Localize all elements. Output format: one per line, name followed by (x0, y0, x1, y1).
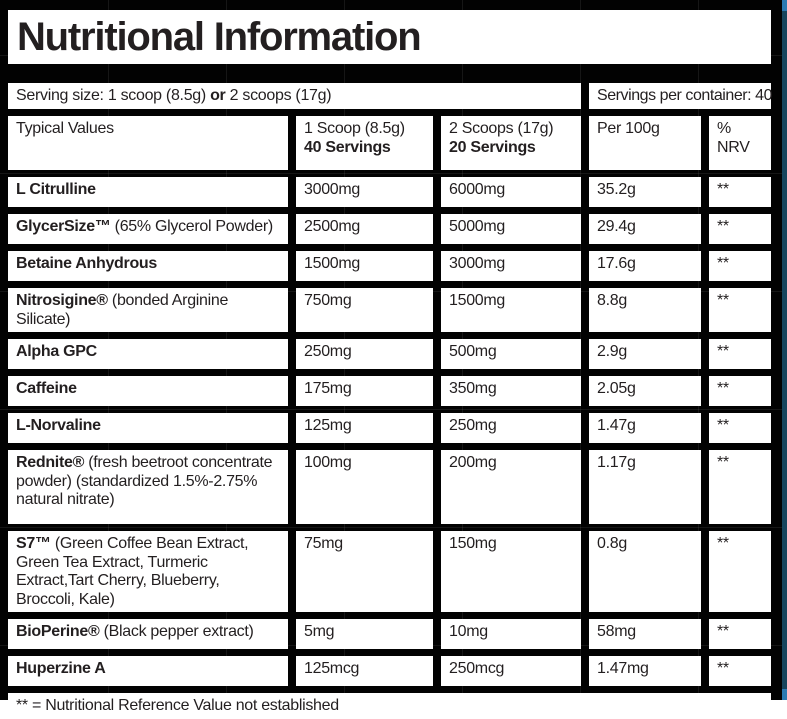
right-edge-accent-top (782, 0, 787, 11)
per-100g-cell: 2.9g (589, 339, 701, 369)
nrv-cell: ** (709, 214, 771, 244)
column-header-1-scoop: 1 Scoop (8.5g) 40 Servings (296, 116, 433, 170)
ingredient-name-bold: L Citrulline (16, 181, 96, 198)
ingredient-name-bold: Nitrosigine® (16, 292, 108, 309)
per-2-scoops-cell: 10mg (441, 619, 581, 649)
ingredient-name-bold: Rednite® (16, 454, 85, 472)
serving-size-or: or (210, 87, 226, 104)
column-header-per-100g: Per 100g (589, 116, 701, 170)
per-2-scoops-cell: 200mg (441, 450, 581, 524)
right-edge-strip (782, 0, 787, 700)
ingredient-name-bold: L-Norvaline (16, 417, 101, 435)
nrv-cell: ** (709, 288, 771, 332)
nrv-cell: ** (709, 450, 771, 524)
per-1-scoop-cell: 250mg (296, 339, 433, 369)
per-2-scoops-cell: 3000mg (441, 251, 581, 281)
per-100g-cell: 1.17g (589, 450, 701, 524)
nrv-cell: ** (709, 413, 771, 443)
per-1-scoop-cell: 75mg (296, 531, 433, 612)
per-100g-cell: 35.2g (589, 177, 701, 207)
per-2-scoops-cell: 5000mg (441, 214, 581, 244)
ingredient-name-cell (8, 214, 288, 244)
per-100g-cell: 58mg (589, 619, 701, 649)
nrv-cell: ** (709, 251, 771, 281)
nrv-cell: ** (709, 619, 771, 649)
page-title: Nutritional Information (8, 10, 771, 64)
serving-size-cell (8, 83, 581, 109)
ingredient-name-bold: Alpha GPC (16, 343, 97, 361)
ingredient-name-cell (8, 413, 288, 443)
per-2-scoops-cell: 250mcg (441, 656, 581, 686)
ingredient-name-cell (8, 656, 288, 686)
nutrition-table (8, 83, 771, 719)
nrv-cell: ** (709, 177, 771, 207)
per-2-scoops-cell: 500mg (441, 339, 581, 369)
column-header-nrv: % NRV (709, 116, 771, 170)
nutrition-label (8, 10, 771, 719)
ingredient-name-bold: S7™ (16, 535, 51, 553)
per-100g-cell: 1.47g (589, 413, 701, 443)
nrv-cell: ** (709, 656, 771, 686)
per-2-scoops-cell: 350mg (441, 376, 581, 406)
per-1-scoop-cell: 750mg (296, 288, 433, 332)
ingredient-name-bold: Betaine Anhydrous (16, 255, 157, 272)
servings-per-container-cell: Servings per container: 40 (589, 83, 771, 109)
ingredient-name-cell (8, 251, 288, 281)
column-header-2-scoops: 2 Scoops (17g) 20 Servings (441, 116, 581, 170)
per-1-scoop-cell: 3000mg (296, 177, 433, 207)
per-100g-cell: 8.8g (589, 288, 701, 332)
ingredient-name-cell (8, 376, 288, 406)
ingredient-name-detail: (fresh beetroot concentrate powder) (standardized 1.5%-2.75% natural nitrate) (16, 454, 273, 509)
serving-size-text-2: 2 scoops (17g) (225, 87, 332, 104)
footnote: ** = Nutritional Reference Value not established (8, 693, 771, 719)
per-1-scoop-cell: 5mg (296, 619, 433, 649)
nrv-cell: ** (709, 339, 771, 369)
per-1-scoop-cell: 125mg (296, 413, 433, 443)
ingredient-name-bold: BioPerine® (16, 623, 100, 641)
per-1-scoop-cell: 175mg (296, 376, 433, 406)
ingredient-name-cell (8, 450, 288, 524)
ingredient-name-cell (8, 339, 288, 369)
ingredient-name-cell (8, 619, 288, 649)
ingredient-name-bold: Huperzine A (16, 660, 106, 678)
ingredient-name-cell (8, 288, 288, 332)
per-1-scoop-cell: 1500mg (296, 251, 433, 281)
ingredient-name-detail: (Black pepper extract) (99, 623, 254, 641)
ingredient-name-bold: GlycerSize™ (16, 218, 111, 235)
ingredient-name-cell (8, 177, 288, 207)
nrv-cell: ** (709, 531, 771, 612)
column-header-typical-values: Typical Values (8, 116, 288, 170)
ingredient-name-detail: (65% Glycerol Powder) (110, 218, 273, 235)
ingredient-name-cell (8, 531, 288, 612)
ingredient-name-detail: (Green Coffee Bean Extract, Green Tea Extract, Turmeric Extract,Tart Cherry, Blueberry, Broccoli, Kale) (16, 535, 249, 608)
per-2-scoops-cell: 6000mg (441, 177, 581, 207)
per-1-scoop-cell: 125mcg (296, 656, 433, 686)
per-2-scoops-cell: 1500mg (441, 288, 581, 332)
per-1-scoop-cell: 100mg (296, 450, 433, 524)
right-edge-accent-bottom (782, 689, 787, 700)
ingredient-name-detail: (bonded Arginine Silicate) (16, 292, 229, 328)
serving-size-text: Serving size: 1 scoop (8.5g) (16, 87, 211, 104)
per-100g-cell: 2.05g (589, 376, 701, 406)
per-2-scoops-cell: 250mg (441, 413, 581, 443)
nrv-cell: ** (709, 376, 771, 406)
per-100g-cell: 0.8g (589, 531, 701, 612)
per-2-scoops-cell: 150mg (441, 531, 581, 612)
per-100g-cell: 17.6g (589, 251, 701, 281)
ingredient-name-bold: Caffeine (16, 380, 77, 398)
per-1-scoop-cell: 2500mg (296, 214, 433, 244)
per-100g-cell: 1.47mg (589, 656, 701, 686)
per-100g-cell: 29.4g (589, 214, 701, 244)
